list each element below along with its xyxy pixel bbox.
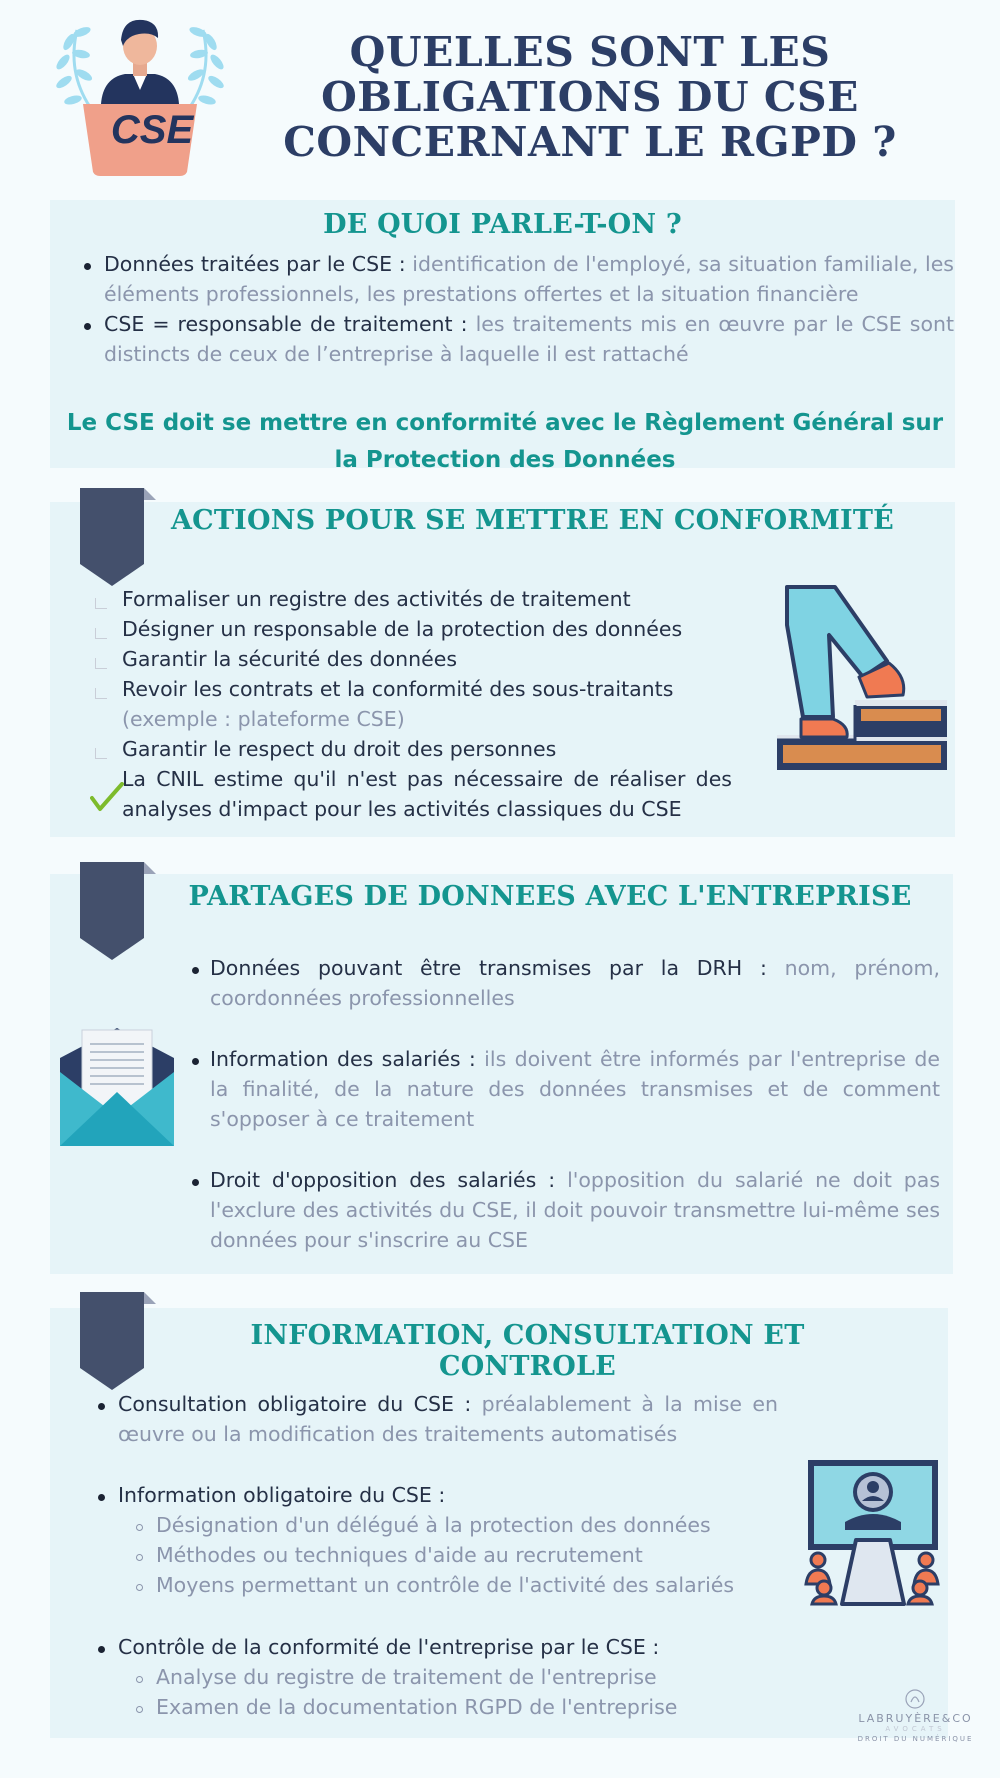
- title-line-1: QUELLES SONT LES: [349, 28, 831, 76]
- laurel-right-icon: [186, 25, 225, 107]
- bullet-dot: [84, 263, 91, 270]
- bullet-dot: [98, 1403, 105, 1410]
- logo-emblem-icon: [904, 1688, 926, 1710]
- bullet-dot: [192, 1179, 199, 1186]
- bookmark-icon: [80, 1292, 156, 1390]
- list-marker: [95, 598, 107, 609]
- partage-item-2: [210, 1044, 940, 1134]
- info-item-2-label: Information obligatoire du CSE :: [118, 1483, 446, 1507]
- bullet-dot: [84, 323, 91, 330]
- sub-bullet: [136, 1554, 143, 1561]
- bookmark-icon: [80, 862, 156, 960]
- info-item-3-label: Contrôle de la conformité de l'entreprise par le CSE :: [118, 1635, 660, 1659]
- checkmark-icon: [90, 782, 124, 812]
- action-item-2: Désigner un responsable de la protection des données: [122, 617, 683, 641]
- action-item-note: (exemple : plateforme CSE): [122, 707, 405, 731]
- logo-line-3: DROIT DU NUMÉRIQUE: [857, 1735, 974, 1743]
- item-label: Données traitées par le CSE :: [104, 252, 406, 276]
- bullet-dot: [98, 1646, 105, 1653]
- section1-item-2: [104, 309, 954, 369]
- bullet-dot: [98, 1494, 105, 1501]
- item-text: ils doivent être informés par l'entreprise de la finalité, de la nature des données transmises et de comment s'opposer à ce traitement: [210, 1047, 940, 1131]
- cse-badge-label: CSE: [110, 108, 194, 152]
- bullet-dot: [192, 1058, 199, 1065]
- item-label: Données pouvant être transmises par la DRH :: [210, 956, 767, 980]
- page-title: [270, 30, 910, 165]
- action-item-1: Formaliser un registre des activités de traitement: [122, 587, 631, 611]
- presentation-meeting-illustration: [800, 1458, 945, 1608]
- list-marker: [95, 688, 107, 699]
- sub-bullet: [136, 1706, 143, 1713]
- list-marker: [95, 658, 107, 669]
- sub-bullet: [136, 1676, 143, 1683]
- info-item-1: [118, 1389, 778, 1449]
- stairs-walking-illustration: [775, 585, 950, 780]
- bullet-dot: [192, 967, 199, 974]
- item-label: Droit d'opposition des salariés :: [210, 1168, 556, 1192]
- section2-title: ACTIONS POUR SE METTRE EN CONFORMITÉ: [171, 505, 894, 536]
- sub-bullet: [136, 1524, 143, 1531]
- section3-title: PARTAGES DE DONNEES AVEC L'ENTREPRISE: [188, 881, 912, 912]
- info-subitem: Méthodes ou techniques d'aide au recrutement: [156, 1543, 643, 1567]
- action-item-5: Garantir le respect du droit des personnes: [122, 737, 557, 761]
- action-item-3: Garantir la sécurité des données: [122, 647, 457, 671]
- laurel-left-icon: [55, 25, 94, 107]
- section1-title: DE QUOI PARLE-T-ON ?: [323, 209, 682, 240]
- action-item-text: Revoir les contrats et la conformité des sous-traitants: [122, 677, 674, 701]
- section1-item-1: [104, 249, 954, 309]
- item-text: l'opposition du salarié ne doit pas l'exclure des activités du CSE, il doit pouvoir transmettre lui-même ses données pour s'inscrire au CSE: [210, 1168, 941, 1252]
- bookmark-icon: [80, 488, 156, 586]
- cse-mascot-illustration: [55, 12, 225, 192]
- compliance-highlight: Le CSE doit se mettre en conformité avec le Règlement Général sur la Protection des Données: [66, 410, 944, 473]
- title-line-2: OBLIGATIONS DU CSE: [321, 73, 859, 121]
- item-label: Information des salariés :: [210, 1047, 476, 1071]
- item-text: préalablement à la mise en œuvre ou la modification des traitements automatisés: [118, 1392, 778, 1446]
- title-line-3: CONCERNANT LE RGPD ?: [283, 118, 897, 166]
- item-text: nom, prénom, coordonnées professionnelles: [210, 956, 940, 1010]
- logo-line-2: AVOCATS: [885, 1725, 946, 1733]
- item-label: CSE = responsable de traitement :: [104, 312, 468, 336]
- partage-item-3: [210, 1165, 940, 1255]
- logo-name: LABRUYÈRE&CO: [858, 1712, 973, 1725]
- item-label: Consultation obligatoire du CSE :: [118, 1392, 472, 1416]
- list-marker: [95, 628, 107, 639]
- item-text: les traitements mis en œuvre par le CSE sont distincts de ceux de l’entreprise à laquelle il est rattaché: [104, 312, 955, 366]
- partage-item-1: [210, 953, 940, 1013]
- cnil-checked-item: La CNIL estime qu'il n'est pas nécessaire de réaliser des analyses d'impact pour les activités classiques du CSE: [122, 767, 732, 821]
- info-subitem: Analyse du registre de traitement de l'entreprise: [156, 1665, 657, 1689]
- item-text: identification de l'employé, sa situation familiale, les éléments professionnels, les prestations offertes et la situation financière: [104, 252, 954, 306]
- info-subitem: Désignation d'un délégué à la protection des données: [156, 1513, 711, 1537]
- action-item-4: [122, 674, 732, 734]
- person-icon: [101, 20, 179, 104]
- section4-title: INFORMATION, CONSULTATION ET CONTROLE: [250, 1320, 805, 1382]
- list-marker: [95, 748, 107, 759]
- info-subitem: Examen de la documentation RGPD de l'entreprise: [156, 1695, 678, 1719]
- sub-bullet: [136, 1584, 143, 1591]
- company-logo: [848, 1712, 983, 1745]
- info-subitem: Moyens permettant un contrôle de l'activité des salariés: [156, 1573, 735, 1597]
- envelope-icon: [60, 1028, 174, 1148]
